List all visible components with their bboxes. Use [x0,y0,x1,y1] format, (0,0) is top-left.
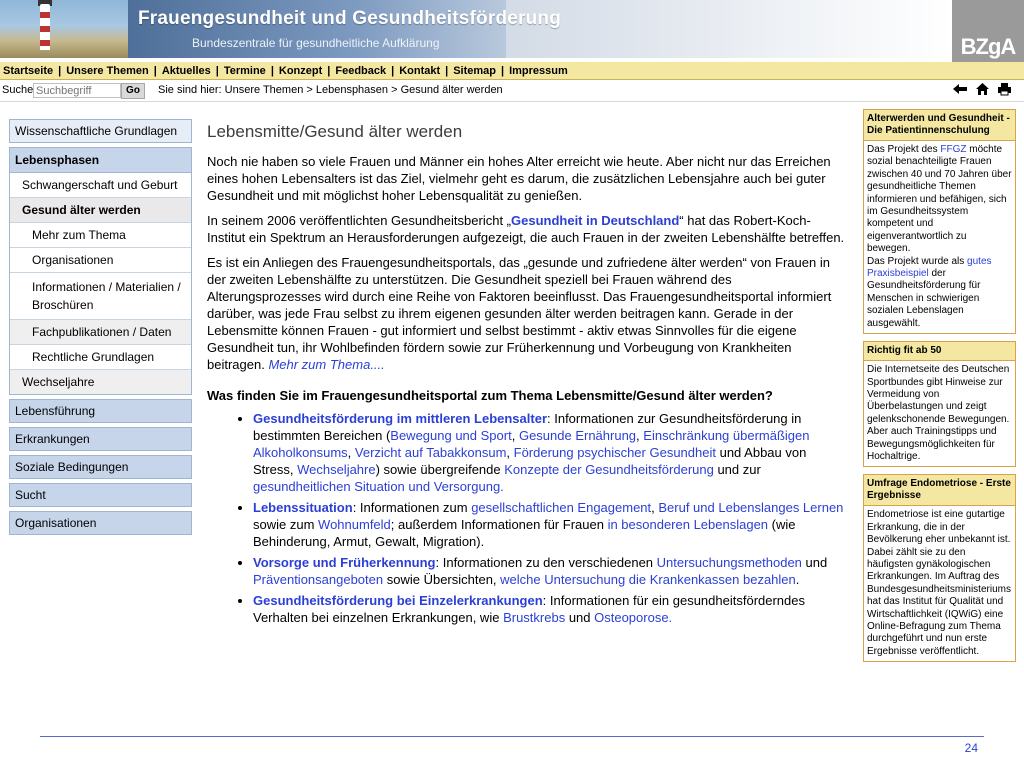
search-label: Suche [2,84,34,96]
teaser-title[interactable]: Richtig fit ab 50 [864,342,1015,361]
banner-photo [0,0,128,58]
sidebar-item-rechtliche-grundlagen[interactable]: Rechtliche Grundlagen [10,345,191,370]
topic-text: , [347,445,355,460]
nav-item[interactable]: Feedback [335,64,387,77]
topic-text: (wie Behinderung, Armut, Gewalt, Migration). [253,517,796,549]
nav-separator: | [445,64,449,77]
teaser-link[interactable]: gutes Praxisbeispiel [867,255,992,280]
report-text-before: In seinem 2006 veröffentlichten Gesundheitsbericht „ [207,213,511,228]
teaser-text: Das Projekt des [867,144,941,155]
sidebar-item-erkrankungen[interactable]: Erkrankungen [9,427,192,451]
breadcrumb: Sie sind hier: Unsere Themen > Lebensphasen > Gesund älter werden [158,84,503,96]
nav-separator: | [215,64,219,77]
sidebar-item-fachpublikationen[interactable]: Fachpublikationen / Daten [10,320,191,345]
nav-separator: | [58,64,62,77]
nav-item[interactable]: Konzept [278,64,323,77]
topic-lead-link[interactable]: Vorsorge und Früherkennung [253,555,436,570]
report-text-after: “ hat das Robert-Koch-Institut ein Spektrum an Herausforderungen aufgezeigt, die auch Frauen in der zweiten Lebenshälfte betreffen. [207,213,845,245]
topic-inline-link[interactable]: Wohnumfeld [318,517,391,532]
nav-separator: | [327,64,331,77]
topic-inline-link[interactable]: Präventionsangeboten [253,572,384,587]
topic-text: und zur [713,462,761,477]
main-content [207,121,847,630]
topic-inline-link[interactable]: Brustkrebs [503,610,566,625]
bzga-logo[interactable] [952,0,1024,62]
left-sidebar [9,119,192,539]
sidebar-item-gesund-aelter-werden[interactable]: Gesund älter werden [10,198,191,223]
topic-text: ) sowie übergreifende [375,462,505,477]
topic-inline-link[interactable]: in besonderen Lebenslagen [607,517,769,532]
mehr-zum-thema-link[interactable]: Mehr zum Thema.... [268,357,385,372]
logo-text: BZgA [960,34,1016,59]
topic-lead-link[interactable]: Gesundheitsförderung bei Einzelerkrankungen [253,593,543,608]
go-button[interactable]: Go [121,83,145,99]
topic-text: : Informationen zu den verschiedenen [435,555,657,570]
topic-inline-link[interactable]: Einschränkung übermäßigen Alkoholkonsums [253,428,810,460]
topic-text: , [511,428,519,443]
topic-inline-link[interactable]: Konzepte der Gesundheitsförderung [504,462,714,477]
topic-text: sowie zum [253,517,319,532]
sidebar-item-organisationen[interactable]: Organisationen [9,511,192,535]
teaser-title[interactable]: Alterwerden und Gesundheit - Die Patientinnenschulung [864,110,1015,141]
back-arrow-icon[interactable] [952,82,968,99]
topic-list-item [253,410,847,495]
topic-text: und [801,555,828,570]
topic-inline-link[interactable]: Beruf und Lebenslanges Lernen [658,500,844,515]
teaser-text: Die Internetseite des Deutschen Sportbundes gibt Hinweise zur Vermeidung von Überbelastungen und zeigt gelenkschonende Bewegungen. Aber auch Trainingstipps und Bewegungsmöglichkeiten für Hochaltrige. [867,364,1010,462]
site-subtitle: Bundeszentrale für gesundheitliche Aufklärung [192,36,440,50]
nav-item[interactable]: Sitemap [453,64,497,77]
nav-item[interactable]: Kontakt [399,64,441,77]
sidebar-item-wechseljahre[interactable]: Wechseljahre [10,370,191,394]
teaser-body [864,361,1015,466]
topic-list-item [253,554,847,588]
sidebar-group-lebensphasen [9,147,192,395]
sidebar-item-soziale-bedingungen[interactable]: Soziale Bedingungen [9,455,192,479]
report-paragraph [207,212,847,246]
page-number: 24 [964,741,978,755]
topic-text: und [565,610,595,625]
topic-list-item [253,592,847,626]
topic-text: , [506,445,514,460]
topic-text: , [636,428,644,443]
search-bar [0,80,1024,102]
teaser-link[interactable]: FFGZ [940,144,967,155]
sidebar-item-schwangerschaft[interactable]: Schwangerschaft und Geburt [10,173,191,198]
intro-paragraph: Noch nie haben so viele Frauen und Männer ein hohes Alter erreicht wie heute. Aber nicht nur das Erreichen eines hohen Lebensalters ist das Ziel, vielmehr geht es darum, die zusätzlichen Lebensjahre auch bei guter Gesundheit und mit möglichst hoher Lebensqualität zu genießen. [207,154,831,203]
portal-text: Es ist ein Anliegen des Frauengesundheitsportals, das „gesunde und zufriedene älter werden“ von Frauen in der zweiten Lebenshälfte zu unterstützen. Die Gesundheit speziell bei Frauen während des Alterungsprozesses wird durch eine Reihe von Faktoren beeinflusst. Das Frauengesundheitsportal informiert darüber, was jede Frau selbst zu ihrem eigenen gesunden älter werden beitragen kann. Gerade in der Lebensmitte können Frauen - gut informiert und selbst bestimmt - aktiv etwas Sinnvolles für die eigene Gesundheit tun, ihr Wohlbefinden fördern sowie zur Früherkennung und Vorbeugung von Krankheiten beitragen. [207,255,832,372]
sidebar-item-sucht[interactable]: Sucht [9,483,192,507]
topic-text: : Informationen für ein gesundheitsförderndes Verhalten bei einzelnen Erkrankungen, wie [253,593,806,625]
top-navigation [0,62,1024,80]
teaser-box [863,109,1016,334]
home-icon[interactable] [975,82,990,99]
topic-list-item [253,499,847,550]
lighthouse-image [40,4,50,50]
teaser-text: möchte sozial benachteiligte Frauen zwischen 40 und 70 Jahren über gesundheitliche Themen informieren und befähigen, sich im Gesundheitssystem kompetent und eigenverantwortlich zu bewegen. [867,144,1012,255]
teaser-text: der Gesundheitsförderung für Menschen in schwierigen sozialen Lebenslagen ausgewählt. [867,268,981,329]
topic-inline-link[interactable]: Untersuchungsmethoden [656,555,802,570]
topic-inline-link[interactable]: welche Untersuchung die Krankenkassen bezahlen [500,572,796,587]
topic-lead-link[interactable]: Lebenssituation [253,500,353,515]
nav-item[interactable]: Termine [223,64,266,77]
topic-inline-link[interactable]: Gesunde Ernährung [518,428,637,443]
topic-text: ; außerdem Informationen für Frauen [390,517,608,532]
teaser-body [864,506,1015,661]
topic-inline-link[interactable]: gesundheitlichen Situation und Versorgung. [253,479,504,494]
print-icon[interactable] [997,82,1012,99]
nav-item[interactable]: Impressum [509,64,568,77]
topic-text: sowie Übersichten, [383,572,501,587]
topic-text: , [651,500,659,515]
topic-inline-link[interactable]: Bewegung und Sport [390,428,512,443]
sidebar-item-mehr-zum-thema[interactable]: Mehr zum Thema [10,223,191,248]
page-title: Lebensmitte/Gesund älter werden [207,122,463,141]
nav-separator: | [270,64,274,77]
site-title: Frauengesundheit und Gesundheitsförderung [138,8,562,29]
topic-inline-link[interactable]: Osteoporose. [594,610,673,625]
topic-inline-link[interactable]: gesellschaftlichen Engagement [471,500,652,515]
topic-text: und Abbau von Stress, [253,445,807,477]
topic-inline-link[interactable]: Verzicht auf Tabakkonsum [354,445,507,460]
sidebar-item-lebensphasen[interactable]: Lebensphasen [10,148,191,173]
nav-separator: | [501,64,505,77]
nav-item[interactable]: Aktuelles [161,64,211,77]
section-heading: Was finden Sie im Frauengesundheitsportal zum Thema Lebensmitte/Gesund älter werden? [207,388,773,403]
sidebar-item-lebensfuehrung[interactable]: Lebensführung [9,399,192,423]
nav-separator: | [391,64,395,77]
nav-item[interactable]: Startseite [3,64,54,77]
search-input[interactable] [33,83,121,98]
teaser-box [863,341,1016,467]
sidebar-item-informationen-materialien[interactable]: Informationen / Materialien / Broschüren [10,273,191,320]
topic-lead-link[interactable]: Gesundheitsförderung im mittleren Lebensalter [253,411,547,426]
report-link[interactable]: Gesundheit in Deutschland [511,213,680,228]
sidebar-item-wissenschaftliche-grundlagen[interactable]: Wissenschaftliche Grundlagen [9,119,192,143]
topic-inline-link[interactable]: Förderung psychischer Gesundheit [513,445,716,460]
teaser-text: Endometriose ist eine gutartige Erkrankung, die in der Bevölkerung eher unbekannt ist. Dabei zählt sie zu den häufigsten gynäkologischen Erkrankungen. Im Auftrag des Bundesgesundheitsministeriums hat das Institut für Qualität und Wirtschaftlichkeit (IQWiG) eine Online-Befragung zum Thema durchgeführt und nun erste Ergebnisse veröffentlicht. [867,509,1011,657]
teaser-text: Das Projekt wurde als [867,255,968,267]
topic-text: : Informationen zum [352,500,472,515]
footer-divider [40,736,984,737]
teaser-title[interactable]: Umfrage Endometriose - Erste Ergebnisse [864,475,1015,506]
teaser-body [864,141,1015,333]
sidebar-item-organisationen-sub[interactable]: Organisationen [10,248,191,273]
topic-text: . [795,572,800,587]
topic-text: : Informationen zur Gesundheitsförderung in bestimmten Bereichen ( [253,411,802,443]
page-tools [952,82,1012,99]
topic-list [207,410,847,626]
teaser-box [863,474,1016,662]
nav-item[interactable]: Unsere Themen [66,64,149,77]
portal-paragraph [207,254,847,373]
site-banner [0,0,1024,62]
banner-fade [506,0,952,58]
nav-separator: | [153,64,157,77]
topic-inline-link[interactable]: Wechseljahre [297,462,376,477]
right-column [863,109,1016,669]
